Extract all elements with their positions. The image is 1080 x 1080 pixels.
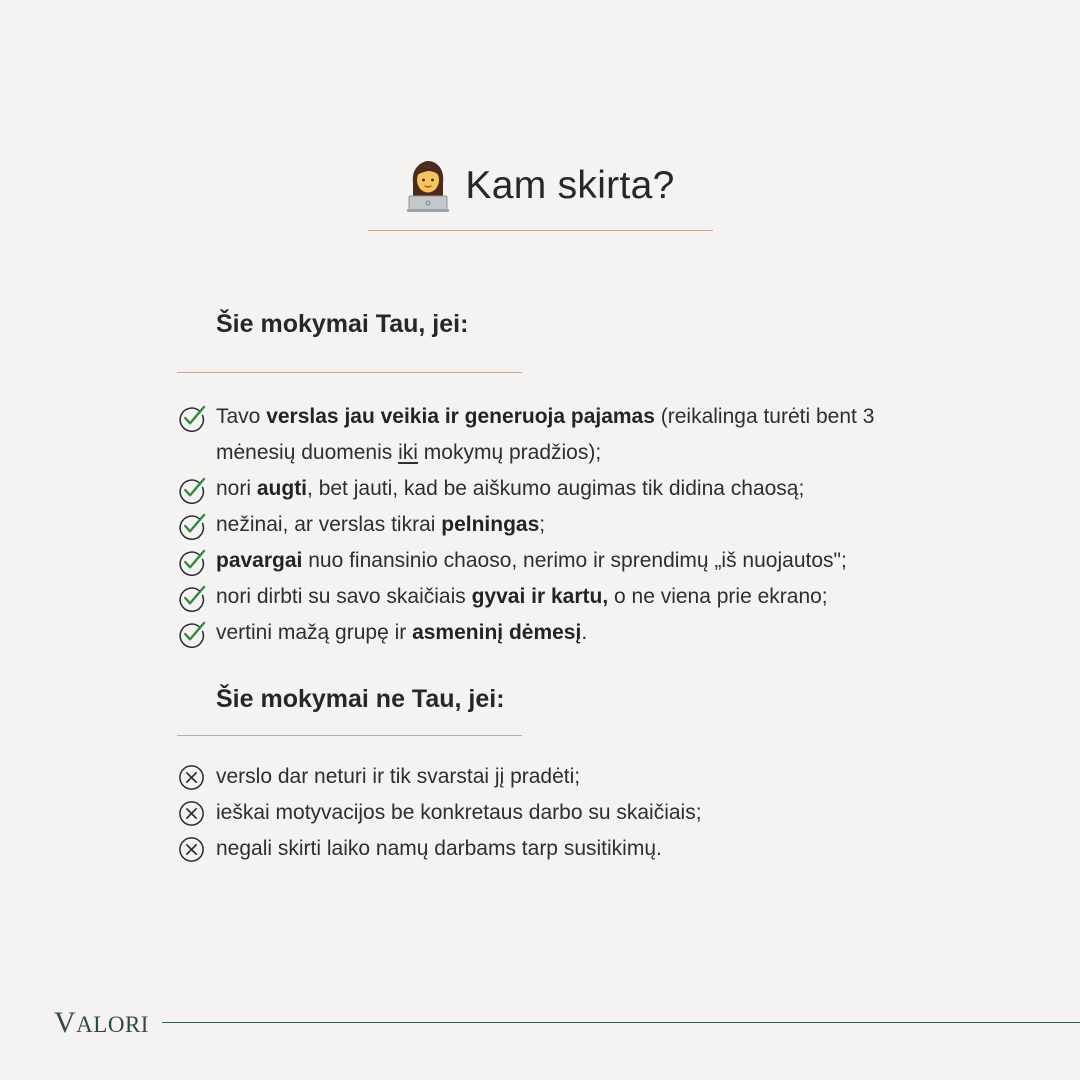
list-item-text	[216, 549, 847, 572]
x-circle-icon	[177, 799, 206, 828]
text-run: verslo dar neturi ir tik svarstai jį pradėti;	[216, 765, 581, 788]
x-circle-icon	[177, 763, 206, 792]
list-item-text	[216, 621, 587, 644]
section-divider-not-for-you	[177, 735, 522, 736]
text-run: negali skirti laiko namų darbams tarp susitikimų.	[216, 837, 662, 860]
check-circle-icon	[177, 475, 206, 504]
list-item	[177, 543, 917, 579]
list-item-text	[216, 585, 828, 608]
list-item	[177, 471, 917, 507]
text-run: vertini mažą grupę ir	[216, 621, 413, 644]
list-item-text	[216, 801, 702, 824]
section-heading-for-you: Šie mokymai Tau, jei:	[216, 310, 469, 338]
title-row	[0, 158, 1080, 214]
section-divider-for-you	[177, 372, 522, 373]
list-item	[177, 615, 917, 651]
emphasis-text: asmeninį dėmesį	[412, 621, 582, 644]
list-item-text	[216, 837, 662, 860]
text-run: o ne viena prie ekrano;	[608, 585, 828, 608]
page-title: Kam skirta?	[465, 164, 675, 207]
emphasis-text: pelningas	[441, 513, 540, 536]
text-run: nežinai, ar verslas tikrai	[216, 513, 442, 536]
check-circle-icon	[177, 619, 206, 648]
brand-initial: V	[54, 1006, 77, 1039]
text-run: Tavo	[216, 405, 267, 428]
text-run: ;	[539, 513, 546, 536]
text-run: nori	[216, 477, 257, 500]
section-heading-not-for-you: Šie mokymai ne Tau, jei:	[216, 685, 505, 713]
text-run: .	[581, 621, 588, 644]
list-item-text	[216, 765, 580, 788]
list-item	[177, 759, 917, 795]
text-run: (reikalinga turėti bent 3 mėnesių duomenis	[216, 405, 875, 464]
text-run: , bet jauti, kad be aiškumo augimas tik didina chaosą;	[307, 477, 805, 500]
brand-logo	[54, 1006, 149, 1040]
emphasis-text: gyvai ir kartu,	[471, 585, 609, 608]
title-divider	[368, 230, 713, 231]
not-for-you-list	[177, 759, 917, 867]
emphasis-text: augti	[256, 477, 308, 500]
x-circle-icon	[177, 835, 206, 864]
list-item	[177, 507, 917, 543]
list-item-text	[216, 513, 545, 536]
text-run: mokymų pradžios);	[417, 441, 602, 464]
check-circle-icon	[177, 511, 206, 540]
text-run: nori dirbti su savo skaičiais	[216, 585, 472, 608]
check-circle-icon	[177, 403, 206, 432]
woman-technologist-emoji-icon	[405, 159, 451, 213]
list-item	[177, 831, 917, 867]
for-you-list	[177, 399, 917, 651]
list-item-text	[216, 477, 804, 500]
check-circle-icon	[177, 547, 206, 576]
emphasis-text: verslas jau veikia ir generuoja pajamas	[266, 405, 655, 428]
list-item	[177, 795, 917, 831]
list-item	[177, 579, 917, 615]
list-item	[177, 399, 917, 471]
text-run: nuo finansinio chaoso, nerimo ir sprendimų „iš nuojautos";	[302, 549, 847, 572]
check-circle-icon	[177, 583, 206, 612]
emphasis-text: pavargai	[216, 549, 303, 572]
text-run: ieškai motyvacijos be konkretaus darbo su skaičiais;	[216, 801, 702, 824]
underlined-text: iki	[398, 441, 418, 464]
footer-divider	[162, 1022, 1080, 1023]
list-item-text	[216, 405, 874, 464]
brand-rest: ALORI	[76, 1012, 149, 1037]
